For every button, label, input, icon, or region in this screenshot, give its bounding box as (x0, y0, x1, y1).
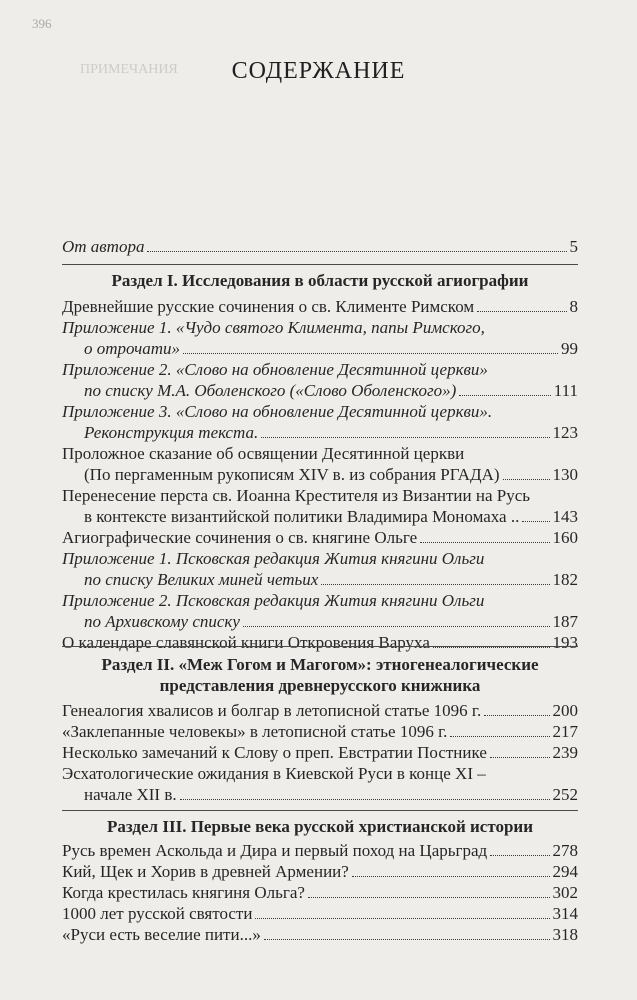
toc-section-3 (62, 840, 578, 945)
section-divider (62, 264, 578, 265)
toc-entry-page: 5 (569, 237, 578, 256)
toc-entry: Приложение 2. Псковская редакция Жития княгини Ольги по Архивскому списку 187 (62, 591, 578, 631)
bleed-through-text: ПРИМЕЧАНИЯ (80, 62, 178, 77)
toc-entry: Приложение 2. «Слово на обновление Десятинной церкви» по списку М.А. Оболенского («Слово Оболенского») 111 (62, 360, 578, 400)
section-heading-1: Раздел I. Исследования в области русской агиографии (111, 271, 529, 290)
toc-entry-label: От автора (62, 237, 145, 256)
toc-entry: Несколько замечаний к Слову о преп. Евстратии Постнике 239 (62, 743, 578, 762)
toc-entry: О календаре славянской книги Откровения Варуха 193 (62, 633, 578, 652)
section-heading-2: Раздел II. «Меж Гогом и Магогом»: этногенеалогические представления древнерусского книжника (101, 655, 539, 695)
toc-foreword (62, 236, 578, 257)
toc-entry: Кий, Щек и Хорив в древней Армении? 294 (62, 862, 578, 881)
section-divider (62, 810, 578, 811)
toc-entry: Генеалогия хвалисов и болгар в летописной статье 1096 г. 200 (62, 701, 578, 720)
page-title: СОДЕРЖАНИЕ (231, 58, 406, 84)
toc-entry: «Заклепанные человекы» в летописной статье 1096 г. 217 (62, 722, 578, 741)
section-heading-3: Раздел III. Первые века русской христианской истории (107, 817, 533, 836)
toc-entry: Древнейшие русские сочинения о св. Клименте Римском 8 (62, 297, 578, 316)
toc-section-1 (62, 296, 578, 653)
toc-entry: Перенесение перста св. Иоанна Крестителя из Византии на Русь в контексте византийской политики Владимира Мономаха .. 143 (62, 486, 578, 526)
toc-section-2 (62, 700, 578, 805)
toc-entry: Приложение 1. «Чудо святого Климента, папы Римского, о отрочати» 99 (62, 318, 578, 358)
section-divider (62, 646, 578, 647)
toc-entry: 1000 лет русской святости 314 (62, 904, 578, 923)
toc-entry: Русь времен Аскольда и Дира и первый поход на Царьград 278 (62, 841, 578, 860)
toc-entry: Агиографические сочинения о св. княгине Ольге 160 (62, 528, 578, 547)
toc-entry: «Руси есть веселие пити...» 318 (62, 925, 578, 944)
toc-entry: Приложение 1. Псковская редакция Жития княгини Ольги по списку Великих миней четьих 182 (62, 549, 578, 589)
toc-entry: Когда крестилась княгиня Ольга? 302 (62, 883, 578, 902)
page-number: 396 (32, 16, 52, 31)
toc-entry: Эсхатологические ожидания в Киевской Руси в конце XI – начале XII в. 252 (62, 764, 578, 804)
toc-entry: Проложное сказание об освящении Десятинной церкви (По пергаменным рукописям XIV в. из собрания РГАДА) 130 (62, 444, 578, 484)
toc-entry: Приложение 3. «Слово на обновление Десятинной церкви». Реконструкция текста. 123 (62, 402, 578, 442)
